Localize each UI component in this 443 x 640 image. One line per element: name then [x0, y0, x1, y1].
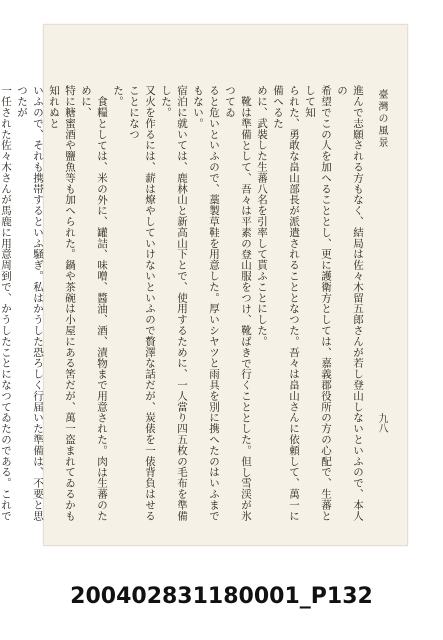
page-number: 九八	[376, 413, 387, 433]
paragraph: めに、武裝した生蕃八名を引率して貰ふことにした。	[256, 85, 268, 347]
paragraph: た。	[112, 85, 124, 107]
paragraph: 又火を作るには、薪は燎やしていけないといふので贅澤な話だが、炭俵を一俵背負はせることになつ	[128, 85, 156, 521]
paragraph: 宿泊に就いては、鹿林山と新高山下とで、使用するために、一人當り四五枚の毛布を準備した。	[160, 85, 188, 521]
book-page	[0, 24, 408, 546]
paragraph: 一任された佐々木さんが馬鹿に用意周到で、かうしたことになつてゐたのである。これで	[0, 85, 12, 521]
paragraph: 特に糖蜜酒や鹽魚等も加へられた。鍋や茶碗は小屋にある筈だが、萬一盗まれてゐるかも知れぬと	[48, 85, 76, 521]
paragraph: 靴は準備として、吾々は平素の登山服をつけ、靴ばきで行くこととした。但し雪渓が氷つてゐ	[224, 85, 252, 521]
paragraph: られた、勇敢な畠山部長が派遣されることとなつた。吾々は畠山さんに依頼して、萬一に備へるた	[272, 85, 300, 521]
paragraph: いふので、それも携帯するといふ騒ぎ。私はかうした恐ろしく行届いた準備は、不要と思つたが	[16, 85, 44, 521]
paragraph: 進んで志願される方もなく、結局は佐々木留五郎さんが若し登山しないといふので、本人の	[336, 85, 364, 521]
running-title: 臺灣の風景	[376, 89, 387, 149]
paragraph: 食糧としては、米の外に、罐詰、味噌、醬油、酒、漬物まで用意された。肉は生蕃のために、	[80, 85, 108, 521]
body-text	[0, 85, 366, 523]
paragraph: ると危いといふので、藁製草鞋を用意した。厚いシヤツと雨具を別に携へたのはいふまでもない。	[192, 85, 220, 521]
image-id-caption: 200402831180001_P132	[70, 584, 373, 609]
paragraph: 希望でこの人を加へることとし、更に護衛方としては、嘉義郡役所の方の心配で、生蕃として知	[304, 85, 332, 521]
